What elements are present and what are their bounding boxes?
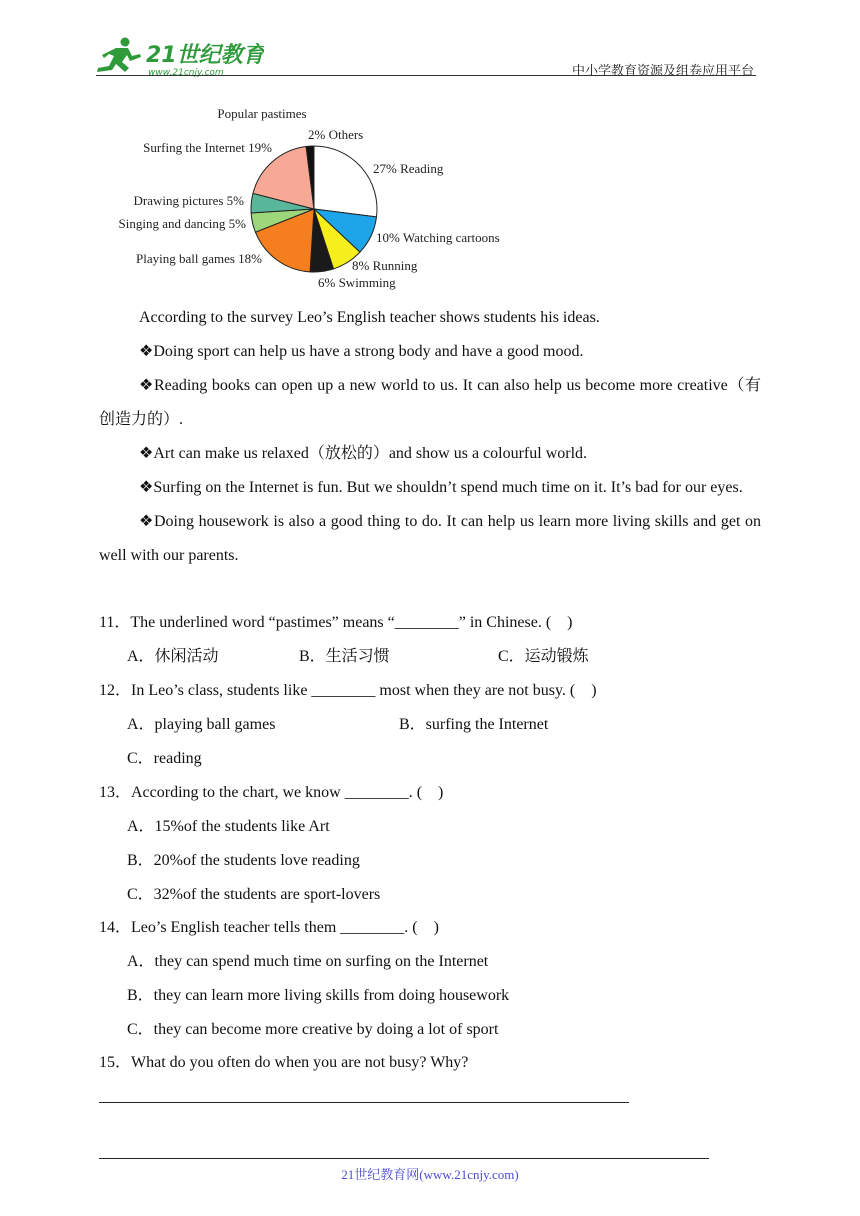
runner-icon xyxy=(97,38,141,73)
label-running: 8% Running xyxy=(352,258,418,273)
option-13b[interactable]: B．20%of the students love reading xyxy=(127,852,360,869)
label-surfing: Surfing the Internet 19% xyxy=(143,140,272,155)
passage-bullet: ❖Art can make us relaxed（放松的）and show us a colourful world. xyxy=(139,445,588,462)
question-13: 13．According to the chart, we know ________. ( ) xyxy=(99,784,444,801)
option-13a[interactable]: A．15%of the students like Art xyxy=(127,818,330,835)
option-14a[interactable]: A．they can spend much time on surfing on the Internet xyxy=(127,953,489,970)
pie-slices xyxy=(251,146,377,272)
label-ball-games: Playing ball games 18% xyxy=(135,251,262,266)
footer-text: 21世纪教育网(www.21cnjy.com) xyxy=(341,1167,519,1182)
question-14: 14．Leo’s English teacher tells them ________. ( ) xyxy=(99,919,439,936)
header-platform-text: 中小学教育资源及组卷应用平台 xyxy=(571,63,754,78)
question-15: 15．What do you often do when you are not busy? Why? xyxy=(99,1054,469,1071)
site-logo xyxy=(94,34,264,78)
option-12a[interactable]: A．playing ball games xyxy=(127,716,276,733)
option-12c[interactable]: C．reading xyxy=(127,750,202,767)
label-others: 2% Others xyxy=(308,127,364,142)
option-11a[interactable]: A．休闲活动 xyxy=(127,648,219,665)
logo-url: www.21cnjy.com xyxy=(148,68,224,78)
option-13c[interactable]: C．32%of the students are sport-lovers xyxy=(127,886,381,903)
passage-bullet: ❖Reading books can open up a new world to us. It can also help us become more creative（有创造力的）. xyxy=(99,377,761,428)
option-12b[interactable]: B．surfing the Internet xyxy=(399,716,549,733)
label-reading: 27% Reading xyxy=(373,161,444,176)
passage xyxy=(99,301,761,573)
question-12: 12．In Leo’s class, students like ________ most when they are not busy. ( ) xyxy=(99,682,597,699)
label-singing: Singing and dancing 5% xyxy=(118,216,246,231)
option-14b[interactable]: B．they can learn more living skills from doing housework xyxy=(127,987,510,1004)
passage-bullet: ❖Doing sport can help us have a strong body and have a good mood. xyxy=(139,343,584,360)
option-11b[interactable]: B．生活习惯 xyxy=(299,648,390,665)
passage-bullet: ❖Doing housework is also a good thing to do. It can help us learn more living skills and get on well with our parents. xyxy=(99,513,761,564)
pie-slice-reading xyxy=(314,146,377,217)
question-11: 11．The underlined word “pastimes” means “________” in Chinese. ( ) xyxy=(99,614,573,631)
option-14c[interactable]: C．they can become more creative by doing a lot of sport xyxy=(127,1021,499,1038)
footer-divider xyxy=(99,1158,709,1159)
pie-chart xyxy=(96,100,536,300)
logo-text: 21世纪教育 xyxy=(146,43,264,68)
label-swimming: 6% Swimming xyxy=(318,275,396,290)
label-watching-cartoons: 10% Watching cartoons xyxy=(376,230,500,245)
passage-bullet: ❖Surfing on the Internet is fun. But we shouldn’t spend much time on it. It’s bad for our eyes. xyxy=(139,479,743,496)
label-drawing: Drawing pictures 5% xyxy=(133,193,244,208)
header-divider xyxy=(96,75,756,76)
chart-title: Popular pastimes xyxy=(217,106,307,121)
passage-intro: According to the survey Leo’s English teacher shows students his ideas. xyxy=(139,309,600,326)
answer-line[interactable] xyxy=(99,1102,629,1103)
option-11c[interactable]: C．运动锻炼 xyxy=(498,648,589,665)
